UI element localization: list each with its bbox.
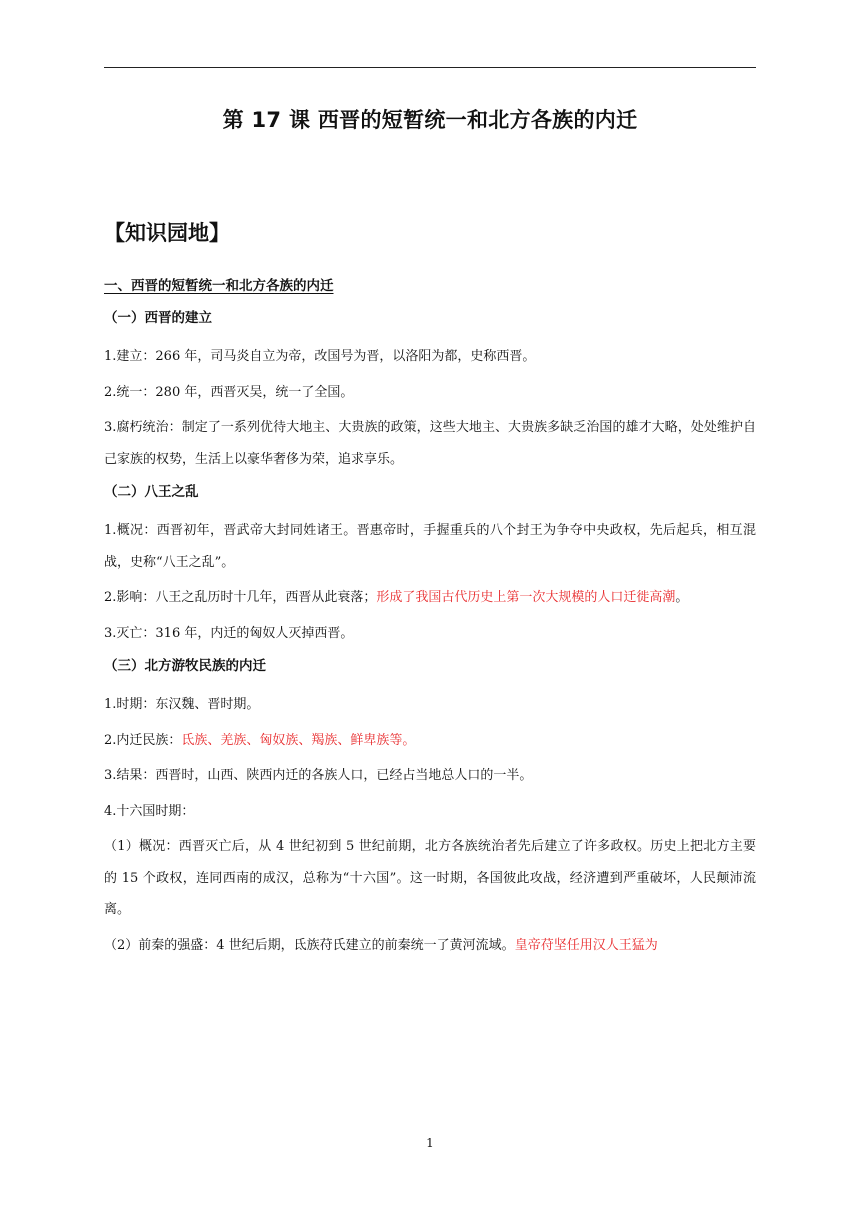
paragraph <box>104 725 756 757</box>
heading-level-1: 一、西晋的短暂统一和北方各族的内迁 <box>104 278 334 294</box>
paragraph: 3.结果：西晋时，山西、陕西内迁的各族人口，已经占当地总人口的一半。 <box>104 768 533 783</box>
paragraph: 2.统一：280 年，西晋灭吴，统一了全国。 <box>104 384 354 400</box>
header-rule <box>104 67 756 68</box>
subheading-eight-princes: （二）八王之乱 <box>104 484 199 500</box>
paragraph: 1.建立：266 年，司马炎自立为帝，改国号为晋，以洛阳为都，史称西晋。 <box>104 349 536 364</box>
lesson-title: 第 17 课 西晋的短暂统一和北方各族的内迁 <box>222 108 638 132</box>
paragraph: （1）概况：西晋灭亡后，从 4 世纪初到 5 世纪前期，北方各族统治者先后建立了许多政权。历史上把北方主要的 15 个政权，连同西南的成汉，总称为“十六国”。这一时期，各国彼此攻战，经济遭到严重破坏，人民颠沛流离。 <box>104 839 756 917</box>
paragraph: 1.时期：东汉魏、晋时期。 <box>104 697 260 712</box>
highlighted-text: 皇帝苻坚任用汉人王猛为 <box>514 937 658 953</box>
text-run: 2.影响：八王之乱历时十几年，西晋从此衰落； <box>104 590 377 605</box>
paragraph: 1.概况：西晋初年，晋武帝大封同姓诸王。晋惠帝时，手握重兵的八个封王为争夺中央政权，先后起兵，相互混战，史称“八王之乱”。 <box>104 523 756 570</box>
highlighted-text: 形成了我国古代历史上第一次大规模的人口迁徙高潮 <box>376 590 676 605</box>
highlighted-text: 氐族、羌族、匈奴族、羯族、鲜卑族等。 <box>181 732 416 748</box>
subheading-western-jin-founding: （一）西晋的建立 <box>104 310 212 326</box>
paragraph <box>104 930 756 962</box>
paragraph <box>104 582 756 614</box>
text-run: （2）前秦的强盛：4 世纪后期，氐族苻氏建立的前秦统一了黄河流域。 <box>104 937 515 953</box>
text-run: 2.内迁民族： <box>104 732 182 748</box>
paragraph: 3.腐朽统治：制定了一系列优待大地主、大贵族的政策，这些大地主、大贵族多缺乏治国的雄才大略，处处维护自己家族的权势，生活上以豪华奢侈为荣，追求享乐。 <box>104 420 756 467</box>
page-number: 1 <box>426 1136 434 1150</box>
text-run: 。 <box>675 590 689 605</box>
paragraph: 3.灭亡：316 年，内迁的匈奴人灭掉西晋。 <box>104 625 354 641</box>
section-title: 【知识园地】 <box>104 221 230 245</box>
subheading-nomadic-migration: （三）北方游牧民族的内迁 <box>104 658 266 674</box>
paragraph: 4.十六国时期： <box>104 803 195 819</box>
document-body <box>104 273 756 965</box>
